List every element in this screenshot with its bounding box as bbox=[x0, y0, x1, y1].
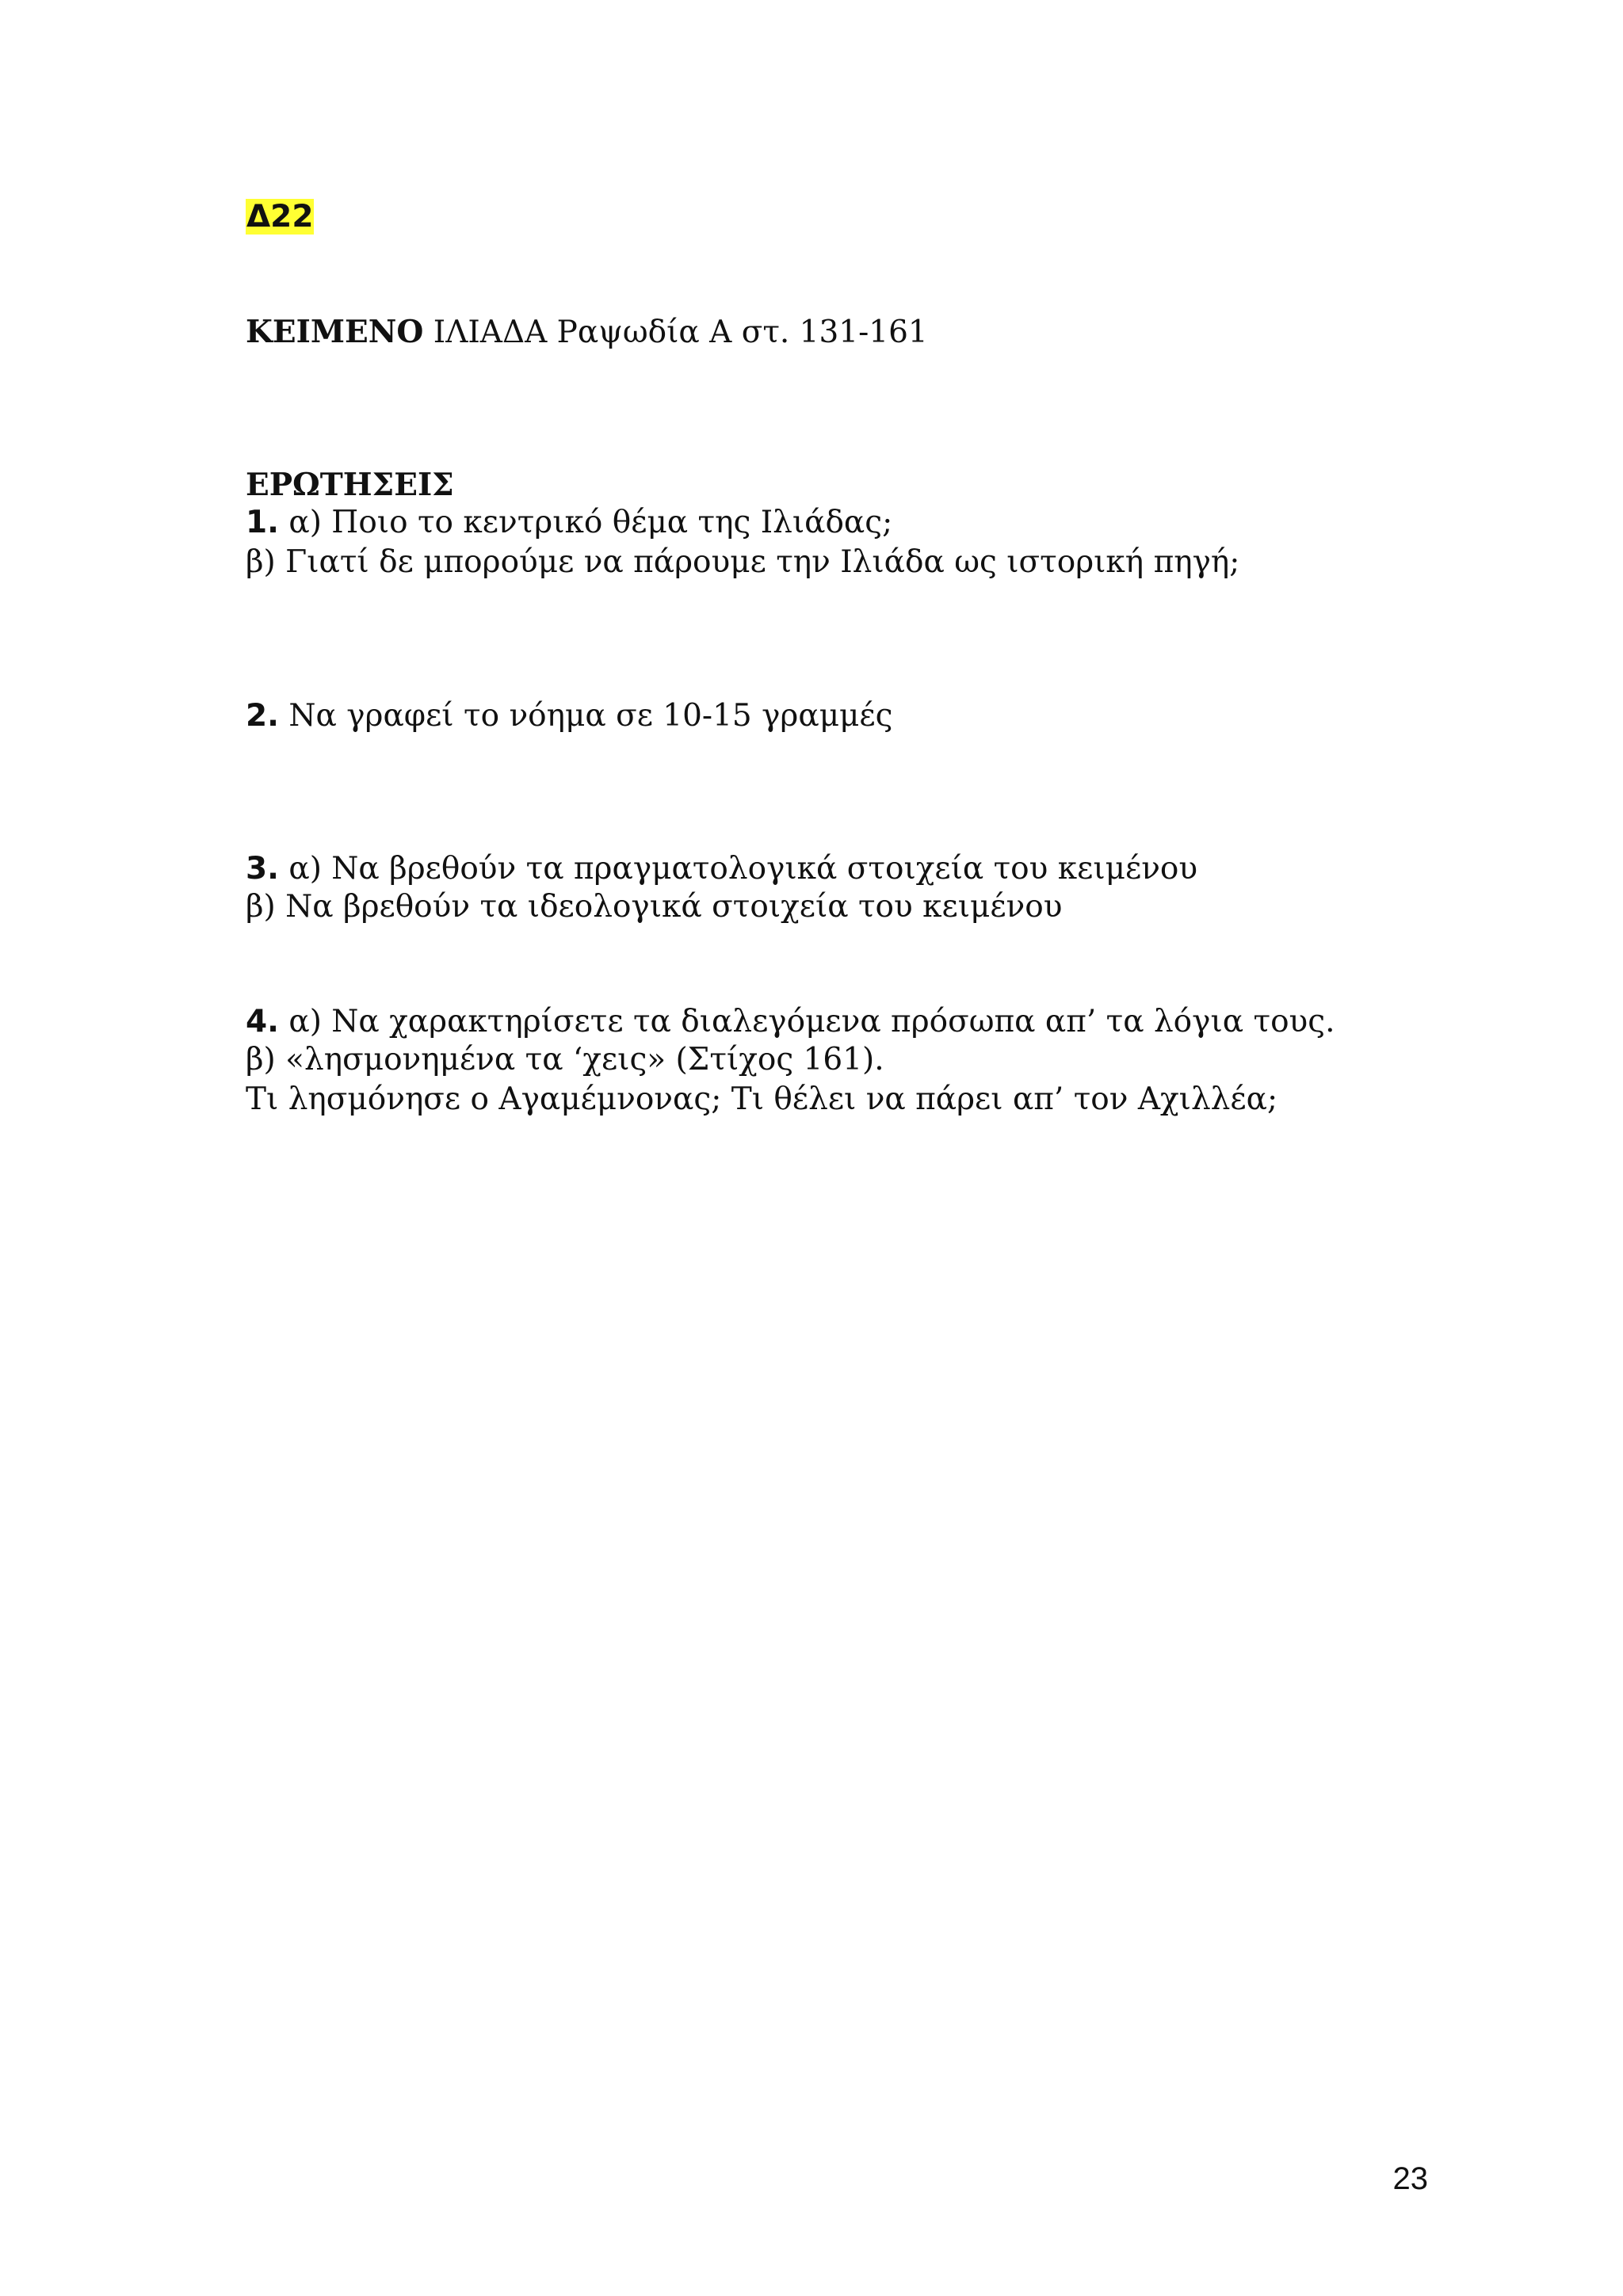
question-4-line-b: β) «λησμονημένα τα ‘χεις» (Στίχος 161). bbox=[246, 1042, 884, 1077]
question-4-line-a bbox=[246, 1003, 1335, 1041]
questions-heading: ΕΡΩΤΗΣΕΙΣ bbox=[246, 467, 454, 503]
question-4-number: 4. bbox=[246, 1004, 279, 1039]
question-1-text-a: α) Ποιο το κεντρικό θέμα της Ιλιάδας; bbox=[288, 505, 893, 540]
question-2-text: Να γραφεί το νόημα σε 10-15 γραμμές bbox=[288, 698, 893, 734]
question-4-text-a: α) Να χαρακτηρίσετε τα διαλεγόμενα πρόσωπα απ’ τα λόγια τους. bbox=[288, 1004, 1335, 1039]
question-3-number: 3. bbox=[246, 851, 279, 887]
question-3-line-b: β) Να βρεθούν τα ιδεολογικά στοιχεία του κειμένου bbox=[246, 889, 1063, 925]
question-1-number: 1. bbox=[246, 505, 279, 540]
question-3-text-a: α) Να βρεθούν τα πραγματολογικά στοιχεία του κειμένου bbox=[288, 851, 1198, 887]
section-code-badge: Δ22 bbox=[246, 199, 314, 235]
question-2-line bbox=[246, 697, 892, 735]
page-number: 23 bbox=[1392, 2161, 1428, 2196]
question-4-line-c: Τι λησμόνησε ο Αγαμέμνονας; Τι θέλει να πάρει απ’ τον Αχιλλέα; bbox=[246, 1081, 1278, 1117]
question-3-line-a bbox=[246, 850, 1197, 888]
text-reference-label: ΚΕΙΜΕΝΟ bbox=[246, 314, 424, 350]
question-1-line-a bbox=[246, 504, 892, 542]
question-2-number: 2. bbox=[246, 698, 279, 734]
text-reference-line bbox=[246, 313, 928, 352]
text-reference-value: ΙΛΙΑΔΑ Ραψωδία Α στ. 131-161 bbox=[433, 315, 928, 350]
question-1-line-b: β) Γιατί δε μπορούμε να πάρουμε την Ιλιάδα ως ιστορική πηγή; bbox=[246, 544, 1240, 580]
section-code-line bbox=[246, 198, 314, 236]
